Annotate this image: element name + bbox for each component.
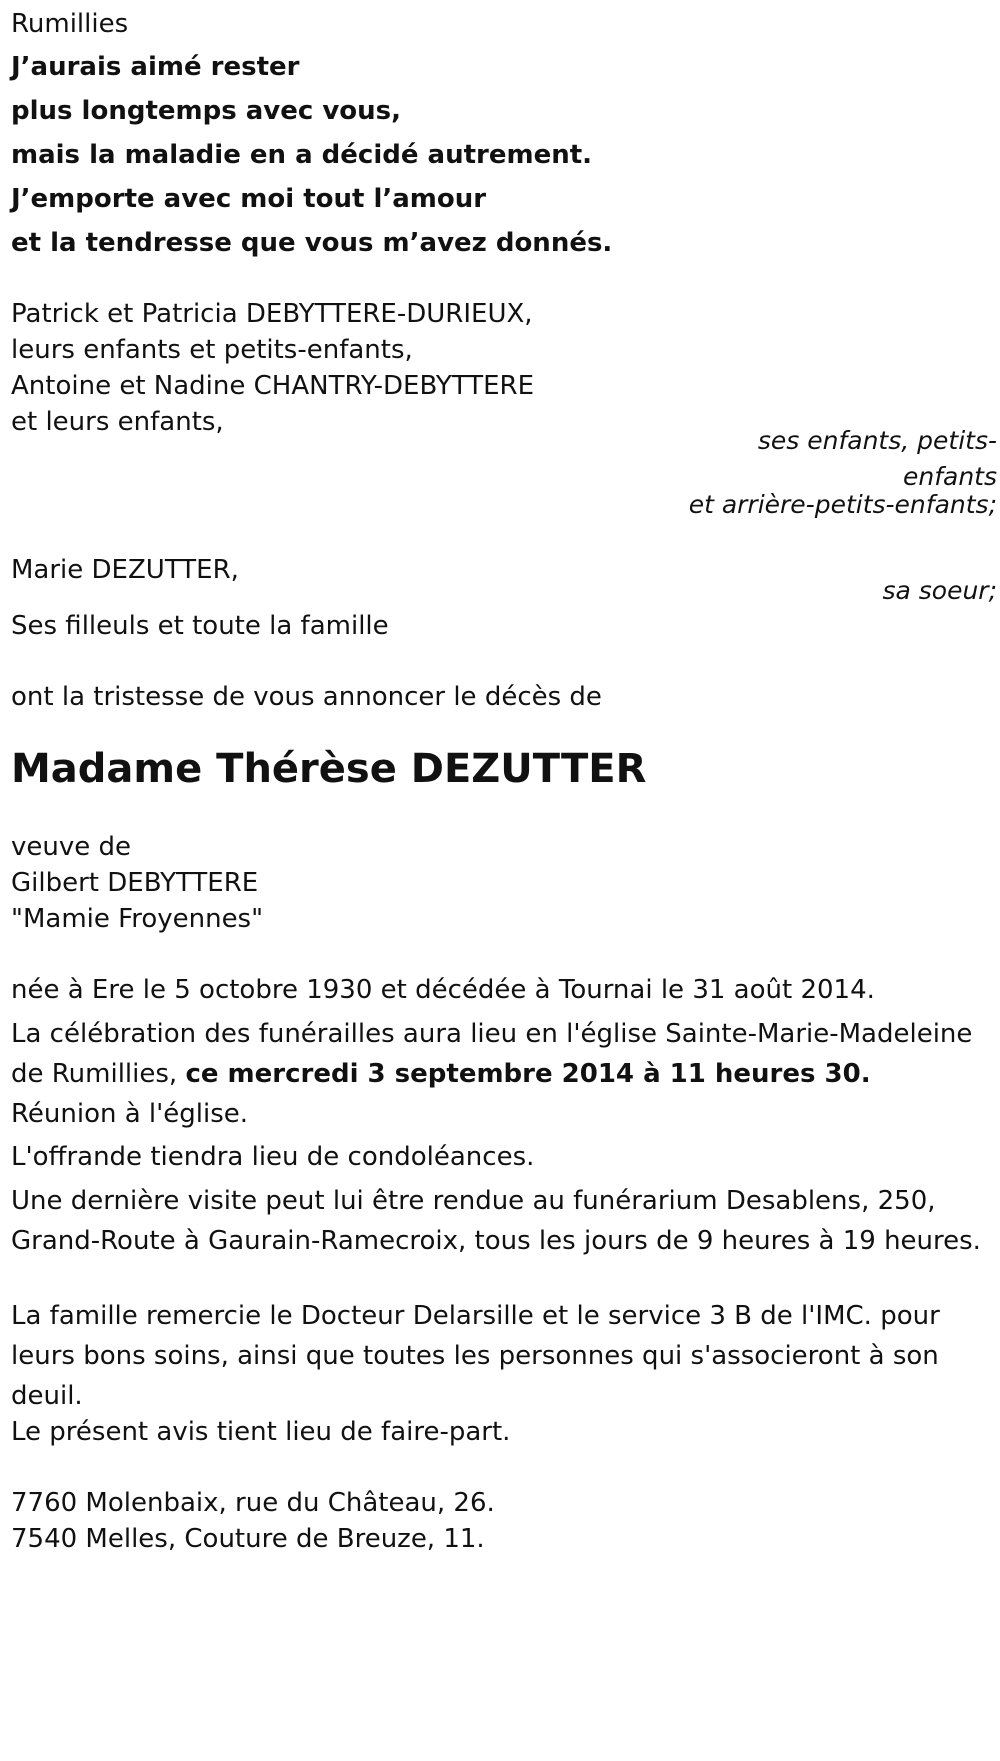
family-line: Antoine et Nadine CHANTRY-DEBYTTERE bbox=[11, 371, 535, 401]
poem-line: J’aurais aimé rester bbox=[11, 52, 300, 82]
thanks-paragraph: La famille remercie le Docteur Delarsille et le service 3 B de l'IMC. pour leurs bons soins, ainsi que toutes les personnes qui s'associeront à son deuil. bbox=[11, 1301, 940, 1411]
nickname: "Mamie Froyennes" bbox=[11, 904, 264, 934]
location-header: Rumillies bbox=[11, 9, 129, 39]
notice-line: Le présent avis tient lieu de faire-part. bbox=[11, 1417, 511, 1447]
widow-line: veuve de bbox=[11, 832, 132, 862]
ceremony-date: ce mercredi 3 septembre 2014 à 11 heures 30. bbox=[185, 1059, 871, 1089]
birth-death-line: née à Ere le 5 octobre 1930 et décédée à Tournai le 31 août 2014. bbox=[11, 975, 875, 1005]
family-line: Patrick et Patricia DEBYTTERE-DURIEUX, bbox=[11, 299, 533, 329]
family-line: et leurs enfants, bbox=[11, 407, 224, 437]
others-line: Ses filleuls et toute la famille bbox=[11, 611, 389, 641]
poem-line: et la tendresse que vous m’avez donnés. bbox=[11, 228, 613, 258]
relation-note-children bbox=[667, 423, 997, 523]
meeting-line: Réunion à l'église. bbox=[11, 1099, 249, 1129]
address-line: 7760 Molenbaix, rue du Château, 26. bbox=[11, 1488, 495, 1518]
poem-line: J’emporte avec moi tout l’amour bbox=[11, 184, 487, 214]
poem-line: mais la maladie en a décidé autrement. bbox=[11, 140, 593, 170]
address-line: 7540 Melles, Couture de Breuze, 11. bbox=[11, 1524, 485, 1554]
relation-note-line: ses enfants, petits-enfants bbox=[757, 426, 997, 491]
spouse-name: Gilbert DEBYTTERE bbox=[11, 868, 259, 898]
sister-line: Marie DEZUTTER, bbox=[11, 555, 239, 585]
visit-paragraph: Une dernière visite peut lui être rendue au funérarium Desablens, 250, Grand-Route à Gaurain-Ramecroix, tous les jours de 9 heures à 19 heures. bbox=[11, 1186, 981, 1256]
poem-line: plus longtemps avec vous, bbox=[11, 96, 402, 126]
announcement-line: ont la tristesse de vous annoncer le décès de bbox=[11, 682, 602, 712]
ceremony-text: La célébration des funérailles aura lieu en l'église Sainte-Marie-Madeleine de Rumillies, bbox=[11, 1019, 973, 1089]
relation-note-sister: sa soeur; bbox=[882, 576, 997, 605]
offering-line: L'offrande tiendra lieu de condoléances. bbox=[11, 1142, 535, 1172]
family-line: leurs enfants et petits-enfants, bbox=[11, 335, 413, 365]
ceremony-paragraph bbox=[11, 1014, 987, 1094]
relation-note-line: et arrière-petits-enfants; bbox=[688, 490, 997, 519]
deceased-name: Madame Thérèse DEZUTTER bbox=[11, 746, 647, 792]
